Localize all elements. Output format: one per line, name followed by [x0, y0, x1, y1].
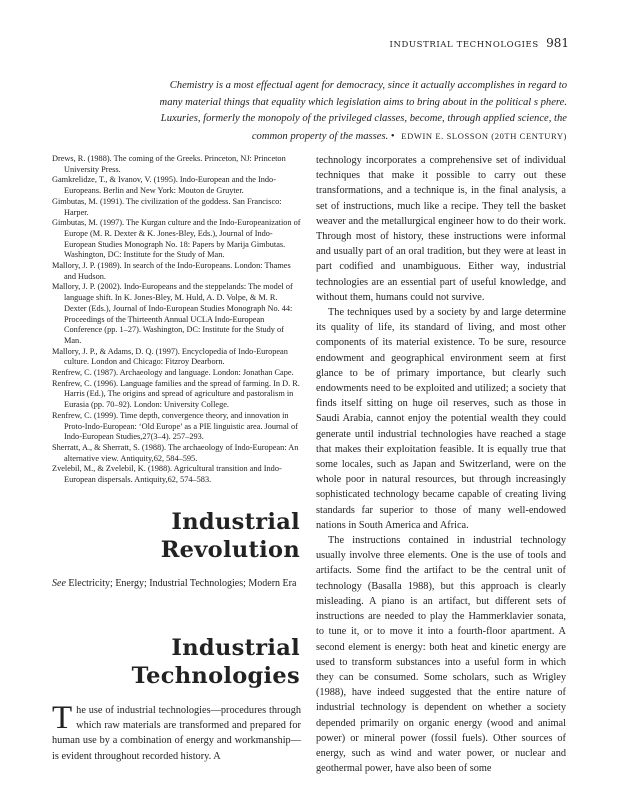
reference-item: Renfrew, C. (1996). Language families and the spread of farming. In D. R. Harris (Ed.), The origins and spread of agriculture and pastoralism in Eurasia (pp. 70–92). London: University College.	[52, 378, 300, 410]
entry-heading-industrial-technologies	[52, 634, 300, 690]
running-title: INDUSTRIAL TECHNOLOGIES	[389, 40, 539, 50]
epigraph-quote: Chemistry is a most effectual agent for democracy, since it actually accomplishes in regard to many material things that equality which legislation aims to bring about in the political s phere. Luxuries, formerly the monopoly of the privileged classes, become, through applied science, the common property of the masses.	[159, 80, 567, 142]
body-paragraph: The instructions contained in industrial technology usually involve three elements. One is the use of tools and artifacts. Some find the artifact to be the central unit of technology (Basalla 1988), but this approach is clearly misleading. A piano is an artifact, but different sets of instructions are needed to play the Hammerklavier sonata, to tune it, or to move it into a fourth-floor apartment. A second element is energy: both heat and kinetic energy are used to transform substances into a useful form in which they can be consumed. Some scholars, such as Wrigley (1988), have indeed suggested that the entire nature of industrial technology is dependent on whether a society depended primarily on organic energy (wood and animal power) or mineral power (fossil fuels). Other sources of energy, such as wind and water power, or nuclear and geothermal power, have also been of some	[316, 535, 566, 775]
heading-line: Revolution	[160, 537, 300, 563]
reference-item: Sherratt, A., & Sherratt, S. (1988). The archaeology of Indo-European: An alternative view. Antiquity,62, 584–595.	[52, 442, 299, 463]
epigraph-attribution: EDWIN E. SLOSSON (20TH CENTURY)	[401, 130, 567, 141]
reference-item: Drews, R. (1988). The coming of the Greeks. Princeton, NJ: Princeton University Press.	[52, 154, 286, 174]
drop-cap: T	[52, 700, 73, 736]
running-header	[389, 36, 569, 50]
epigraph	[155, 78, 567, 145]
body-paragraph: The techniques used by a society by and large determine its quality of life, its standard of living, and most other components of its material existence. To be sure, resource endowment and geographical environment seem at first glance to be of primary importance, but clearly such endowments need to be exploited and utilized; a society that finds itself sitting on huge oil reserves, such as those in Saudi Arabia, cannot enjoy the potential wealth they could generate until industrial technologies have reached a stage that makes their exploitation feasible. It is equally true that some locales, such as Japan and Switzerland, were on the whole poor in natural resources, but through increasingly sophisticated technology became capable of creating living standards far superior to those of many well-endowed nations in South America and Africa.	[316, 307, 566, 531]
heading-line: Technologies	[131, 663, 300, 689]
intro-text: he use of industrial technologies—procedures through which raw materials are transformed and prepared for human use by a combination of energy and workmanship—is evident throughout recorded history. A	[52, 705, 301, 762]
entry-intro-paragraph	[52, 700, 301, 764]
reference-item: Gamkrelidze, T., & Ivanov, V. (1995). Indo-European and the Indo-Europeans. Berlin and New York: Mouton de Gruyter.	[52, 175, 276, 196]
right-column-text	[316, 153, 566, 776]
reference-item: Mallory, J. P. (1989). In search of the Indo-Europeans. London: Thames and Hudson.	[52, 261, 291, 281]
heading-line: Industrial	[171, 509, 300, 535]
reference-item: Zvelebil, M., & Zvelebil, K. (1988). Agricultural transition and Indo-European dispersals. Antiquity,62, 574–583.	[52, 464, 282, 485]
reference-item: Mallory, J. P., & Adams, D. Q. (1997). Encyclopedia of Indo-European culture. London and Chicago: Fitzroy Dearborn.	[52, 346, 288, 367]
reference-item: Renfrew, C. (1987). Archaeology and language. London: Jonathan Cape.	[52, 368, 294, 378]
see-also-reference	[52, 577, 302, 591]
reference-item: Mallory, J. P. (2002). Indo-Europeans and the steppelands: The model of language shift. In K. Jones-Bley, M. Huld, A. D. Volpe, & M. R. Dexter (Eds.), Journal of Indo-European Studies Monograph No. 44: Proceedings of the Thirteenth Annual UCLA Indo-European Conference (pp. 1–27). Washington, DC: Institute for the Study of Man.	[52, 282, 293, 345]
reference-list	[52, 154, 302, 486]
epigraph-bullet: •	[390, 130, 395, 142]
see-label: See	[52, 578, 66, 589]
entry-heading-industrial-revolution	[52, 508, 300, 564]
page-number: 981	[546, 36, 569, 50]
heading-line: Industrial	[171, 635, 300, 661]
body-paragraph: technology incorporates a comprehensive set of individual techniques that make it possible to carry out these transformations, and a technique is, in the final analysis, a set of instructions, much like a recipe. They tell the basket weaver and the metallurgical engineer how to do their work. Through most of history, these instructions were informal and usually part of an oral tradition, but they were at least in part codified and unambiguous. Either way, industrial technologies are an essential part of useful knowledge, and without them, humans could not survive.	[316, 155, 566, 303]
reference-item: Renfrew, C. (1999). Time depth, convergence theory, and innovation in Proto-Indo-European: ‘Old Europe’ as a PIE linguistic area. Journal of Indo-European Studies,27(3–4). 257–293.	[52, 410, 298, 442]
reference-item: Gimbutas, M. (1997). The Kurgan culture and the Indo-Europeanization of Europe (M. R. Dexter & K. Jones-Bley, Eds.), Journal of Indo-European Studies Monograph No. 18: Papers by Marija Gimbutas. Washington, DC: Institute for the Study of Man.	[52, 218, 301, 260]
see-targets: Electricity; Energy; Industrial Technologies; Modern Era	[68, 578, 297, 589]
reference-item: Gimbutas, M. (1991). The civilization of the goddess. San Francisco: Harper.	[52, 196, 282, 217]
